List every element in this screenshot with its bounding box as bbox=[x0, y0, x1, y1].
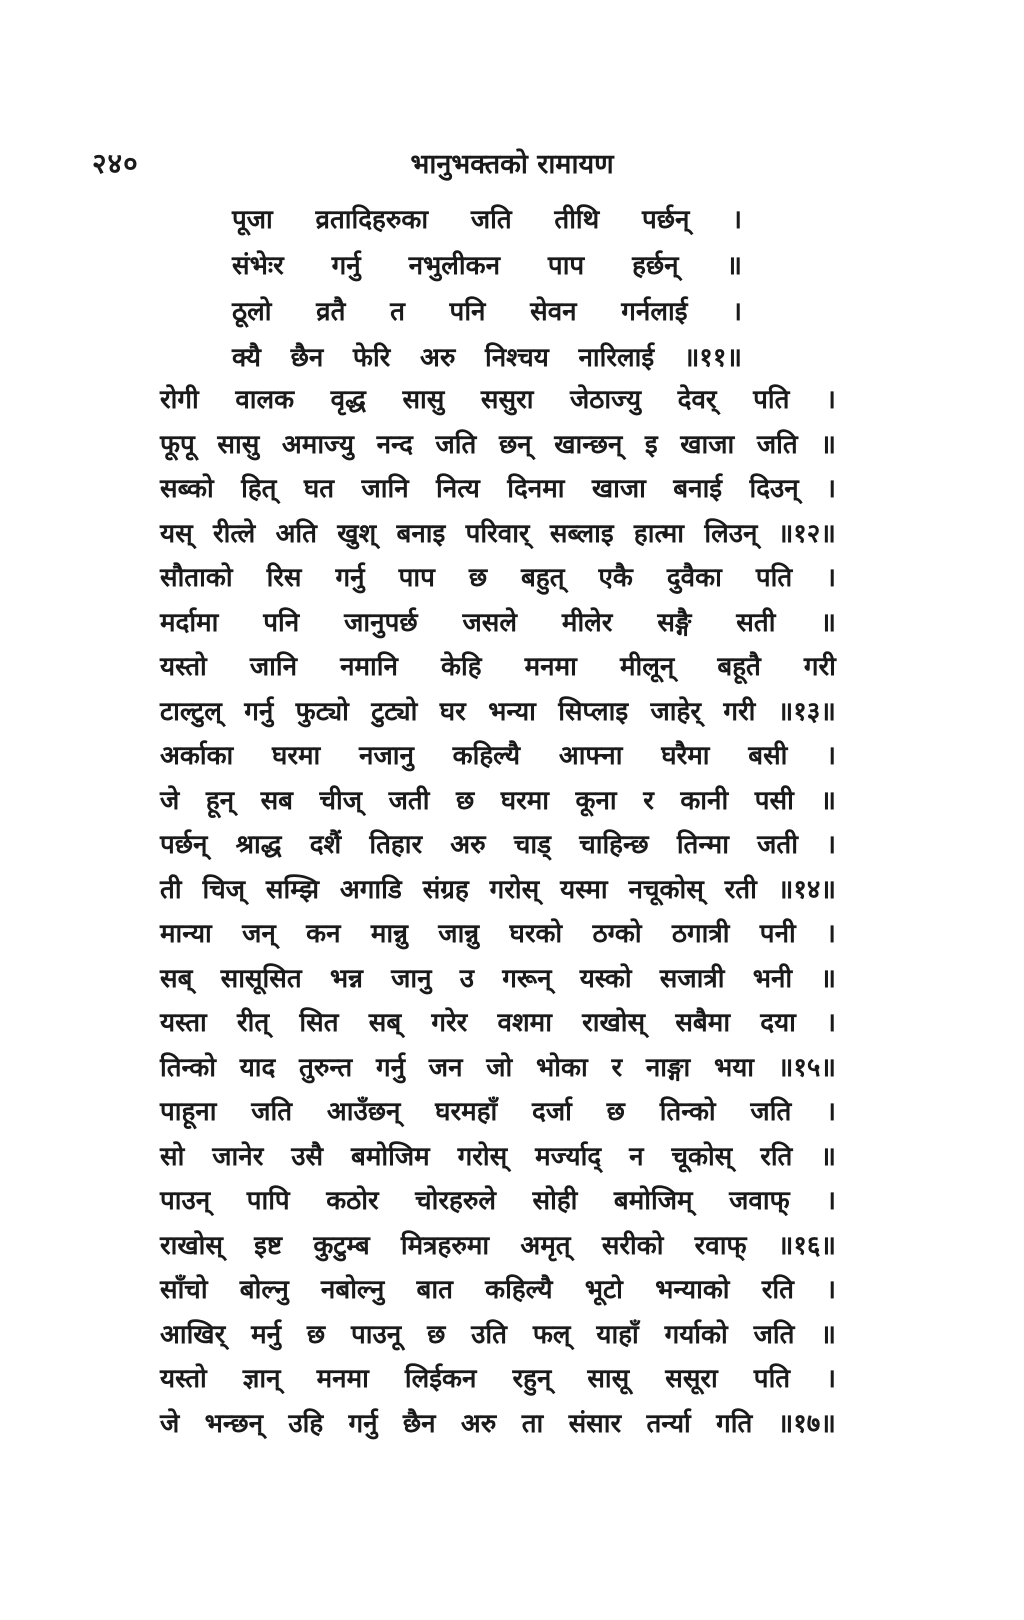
verse-word: याहाँ bbox=[596, 1319, 639, 1350]
verse-word: टाल्टुल् bbox=[160, 696, 222, 727]
verse-word: घरमा bbox=[272, 741, 321, 771]
verse-word: अगाडि bbox=[339, 874, 402, 905]
verse-word: दया bbox=[760, 1008, 796, 1038]
verse-word: राखोस् bbox=[160, 1230, 223, 1261]
verse-word: छ bbox=[468, 563, 488, 593]
verse-word: खाजा bbox=[591, 474, 646, 504]
verse-word: । bbox=[826, 474, 836, 504]
verse-word: पसी bbox=[754, 785, 794, 816]
verse-word: अरु bbox=[419, 343, 456, 373]
verse-word: अति bbox=[275, 518, 317, 549]
verse-word: रिस bbox=[266, 563, 302, 593]
running-title: भानुभक्तको रामायण bbox=[410, 149, 614, 180]
verse-line bbox=[160, 1137, 836, 1182]
verse-word: ॥१७॥ bbox=[777, 1408, 836, 1439]
verse-word: ती bbox=[160, 874, 182, 905]
verse-word: पनि bbox=[263, 607, 300, 638]
verse-word: क्यै bbox=[232, 343, 261, 373]
stanza-11 bbox=[232, 200, 742, 384]
verse-word: टुट्यो bbox=[371, 696, 418, 727]
verse-word: सजात्री bbox=[659, 963, 725, 994]
verse-line bbox=[160, 380, 836, 425]
verse-word: सौताको bbox=[160, 563, 233, 593]
verse-word: नारिलाई bbox=[578, 343, 655, 373]
verse-word: संग्रह bbox=[422, 874, 469, 905]
verse-word: नित्य bbox=[436, 474, 480, 504]
verse-word: चोरहरुले bbox=[415, 1186, 497, 1216]
verse-word: नमानि bbox=[340, 652, 398, 682]
verse-word: अमाज्यु bbox=[281, 429, 355, 460]
verse-word: पति bbox=[755, 563, 793, 593]
verse-word: जसले bbox=[462, 607, 517, 638]
verse-word: पर्छन् bbox=[641, 205, 690, 235]
verse-word: सासु bbox=[217, 429, 260, 460]
verse-word: । bbox=[826, 830, 836, 860]
verse-word: आखिर् bbox=[160, 1319, 226, 1350]
verse-word: वालक bbox=[235, 385, 295, 415]
verse-word: सब्को bbox=[160, 474, 214, 504]
verse-line bbox=[160, 1270, 836, 1315]
verse-word: गरून् bbox=[502, 963, 552, 994]
verse-word: मित्रहरुमा bbox=[400, 1230, 490, 1261]
verse-word: ज्ञान् bbox=[242, 1364, 281, 1394]
verse-word: गरी bbox=[723, 696, 756, 727]
verse-word: तिन्मा bbox=[676, 830, 729, 860]
verse-word: दिउन् bbox=[749, 474, 799, 504]
verse-word: जति bbox=[251, 1097, 293, 1127]
verse-word: पर्छन् bbox=[160, 830, 208, 860]
verse-word: खाजा bbox=[680, 429, 735, 460]
verse-word: जति bbox=[470, 205, 512, 235]
verse-word: ॥ bbox=[820, 785, 836, 816]
verse-word: दुवैका bbox=[666, 563, 722, 593]
verse-word: नभुलीकन bbox=[408, 251, 501, 281]
verse-word: । bbox=[732, 205, 742, 235]
verse-line bbox=[160, 914, 836, 959]
verse-word: भनी bbox=[752, 963, 793, 994]
verse-word: अर्काका bbox=[160, 741, 234, 771]
verse-word: बहूतै bbox=[717, 652, 761, 682]
verse-word: एकै bbox=[598, 563, 633, 593]
verse-word: साँचो bbox=[160, 1275, 208, 1305]
verse-word: । bbox=[732, 297, 742, 327]
verse-word: सब् bbox=[368, 1008, 402, 1038]
verse-word: दिनमा bbox=[507, 474, 565, 504]
verse-word: व्रतै bbox=[316, 297, 346, 327]
verse-word: मर्नु bbox=[251, 1319, 282, 1350]
verse-word: यस्तो bbox=[160, 1364, 207, 1394]
verse-word: र bbox=[611, 1052, 623, 1083]
verse-word: न bbox=[629, 1141, 644, 1172]
verse-word: घरको bbox=[509, 919, 563, 949]
verse-word: याद bbox=[239, 1052, 276, 1083]
verse-word: सासू bbox=[587, 1364, 630, 1394]
verse-word: भन्या bbox=[488, 696, 536, 727]
verse-line bbox=[160, 1092, 836, 1137]
verse-word: छ bbox=[306, 1319, 326, 1350]
verse-word: ठगात्री bbox=[671, 919, 730, 949]
verse-word: मान्या bbox=[160, 919, 212, 949]
verse-line bbox=[160, 425, 836, 470]
verse-word: चीज् bbox=[319, 785, 363, 816]
verse-line bbox=[160, 1315, 836, 1360]
page-number: २४० bbox=[92, 147, 139, 180]
verse-word: । bbox=[826, 1008, 836, 1038]
verse-word: गर्नलाई bbox=[621, 297, 688, 327]
stanza-11-line bbox=[232, 338, 742, 384]
verse-word: नजानु bbox=[359, 741, 414, 771]
verse-word: जानि bbox=[249, 652, 298, 682]
verse-word: रती bbox=[724, 874, 757, 905]
verse-line bbox=[160, 736, 836, 781]
verse-word: । bbox=[826, 1097, 836, 1127]
verse-word: बनाई bbox=[673, 474, 723, 504]
verse-word: । bbox=[826, 385, 836, 415]
verse-word: दर्जा bbox=[532, 1097, 572, 1127]
verse-word: सती bbox=[736, 607, 776, 638]
verse-word: जानुपर्छ bbox=[344, 607, 418, 638]
verse-word: हात्मा bbox=[633, 518, 685, 549]
verse-word: हर्छन् bbox=[632, 251, 679, 281]
verse-word: ॥ bbox=[820, 1141, 836, 1172]
verse-word: नाङ्गा bbox=[645, 1052, 691, 1083]
verse-word: सब bbox=[260, 785, 294, 816]
verse-word: मीलून् bbox=[619, 652, 675, 682]
verse-word: ॥११॥ bbox=[683, 343, 742, 373]
verse-word: गर्नु bbox=[348, 1408, 378, 1439]
verse-word: जती bbox=[757, 830, 798, 860]
verse-word: जति bbox=[435, 429, 477, 460]
verse-word: मीलेर bbox=[561, 607, 613, 638]
verse-word: । bbox=[826, 741, 836, 771]
verse-word: भूटो bbox=[584, 1275, 623, 1305]
verse-word: संसार bbox=[568, 1408, 622, 1439]
verse-word: गर्याको bbox=[664, 1319, 728, 1350]
verse-word: ॥ bbox=[820, 607, 836, 638]
verse-word: जेठाज्यु bbox=[570, 385, 642, 415]
verse-line bbox=[160, 558, 836, 603]
verse-word: भन्याको bbox=[655, 1275, 730, 1305]
verse-word: बहुत् bbox=[521, 563, 565, 593]
verse-word: तीथि bbox=[554, 205, 600, 235]
stanza-11-line bbox=[232, 292, 742, 338]
verse-word: हित् bbox=[241, 474, 277, 504]
verse-word: ता bbox=[521, 1408, 544, 1439]
verse-word: तिन्को bbox=[160, 1052, 216, 1083]
verse-word: गरोस् bbox=[489, 874, 540, 905]
verse-word: सम्झि bbox=[265, 874, 319, 905]
verse-word: सित bbox=[299, 1008, 339, 1038]
verse-word: कुटुम्ब bbox=[313, 1230, 370, 1261]
verse-word: जानि bbox=[361, 474, 409, 504]
verse-word: । bbox=[826, 1364, 836, 1394]
verse-line bbox=[160, 692, 836, 737]
verse-word: चिज् bbox=[202, 874, 246, 905]
verse-word: ॥ bbox=[820, 963, 836, 994]
verse-word: पति bbox=[753, 1364, 791, 1394]
verse-word: हून् bbox=[205, 785, 235, 816]
verse-block bbox=[160, 380, 836, 1448]
verse-word: यस्को bbox=[579, 963, 632, 994]
verse-word: रीत् bbox=[236, 1008, 270, 1038]
verse-word: संभेःर bbox=[232, 251, 284, 281]
verse-line bbox=[160, 825, 836, 870]
verse-word: लिउन् bbox=[704, 518, 758, 549]
verse-word: यस् bbox=[160, 518, 193, 549]
verse-word: रहुन् bbox=[512, 1364, 552, 1394]
verse-word: खान्छन् bbox=[554, 429, 623, 460]
verse-word: जति bbox=[756, 429, 798, 460]
verse-word: पति bbox=[753, 385, 790, 415]
verse-word: गर्नु bbox=[244, 696, 274, 727]
verse-word: अरु bbox=[460, 1408, 497, 1439]
verse-word: छ bbox=[427, 1319, 446, 1350]
verse-word: भन्न bbox=[329, 963, 363, 994]
verse-word: खुश् bbox=[337, 518, 377, 549]
verse-word: राखोस् bbox=[582, 1008, 646, 1038]
verse-word: जवाफ् bbox=[729, 1186, 790, 1216]
verse-word: इष्ट bbox=[254, 1230, 283, 1261]
verse-word: बमोजिम् bbox=[613, 1186, 693, 1216]
verse-word: । bbox=[826, 563, 836, 593]
verse-word: फेरि bbox=[352, 343, 391, 373]
verse-word: फल् bbox=[532, 1319, 571, 1350]
verse-line bbox=[160, 1003, 836, 1048]
verse-word: चाड् bbox=[513, 830, 552, 860]
verse-word: सो bbox=[160, 1141, 185, 1172]
verse-word: रवाफ् bbox=[694, 1230, 747, 1261]
verse-word: भन्छन् bbox=[204, 1408, 264, 1439]
verse-word: गरी bbox=[803, 652, 836, 682]
verse-word: । bbox=[826, 919, 836, 949]
verse-word: यस्ता bbox=[160, 1008, 207, 1038]
verse-word: घरमहाँ bbox=[435, 1097, 498, 1127]
verse-word: बोल्नु bbox=[239, 1275, 289, 1305]
verse-word: ॥१४॥ bbox=[777, 874, 836, 905]
verse-word: फूपू bbox=[160, 429, 195, 460]
verse-word: मनमा bbox=[316, 1364, 369, 1394]
verse-word: ससूरा bbox=[665, 1364, 718, 1394]
verse-word: सबैमा bbox=[675, 1008, 731, 1038]
verse-word: दशैं bbox=[309, 830, 342, 860]
verse-word: जान्नु bbox=[438, 919, 480, 949]
verse-word: कहिल्यै bbox=[452, 741, 521, 771]
verse-word: पनि bbox=[449, 297, 486, 327]
verse-word: जति bbox=[753, 1319, 795, 1350]
verse-word: वृद्ध bbox=[330, 385, 366, 415]
verse-line bbox=[160, 603, 836, 648]
verse-word: सिप्लाइ bbox=[558, 696, 629, 727]
verse-word: तिन्को bbox=[659, 1097, 716, 1127]
verse-word: आउँछन् bbox=[326, 1097, 401, 1127]
verse-word: भया bbox=[713, 1052, 755, 1083]
verse-word: । bbox=[826, 1275, 836, 1305]
verse-word: भोका bbox=[536, 1052, 588, 1083]
verse-word: वशमा bbox=[497, 1008, 552, 1038]
verse-word: निश्चय bbox=[485, 343, 549, 373]
verse-word: फुट्यो bbox=[295, 696, 349, 727]
verse-word: व्रतादिहरुका bbox=[315, 205, 429, 235]
verse-word: देवर् bbox=[677, 385, 717, 415]
verse-word: उहि bbox=[288, 1408, 324, 1439]
verse-line bbox=[160, 514, 836, 559]
verse-word: तिहार bbox=[369, 830, 423, 860]
verse-word: जानेर bbox=[212, 1141, 264, 1172]
verse-line bbox=[160, 1181, 836, 1226]
verse-word: ॥ bbox=[820, 429, 836, 460]
verse-word: कन bbox=[306, 919, 341, 949]
verse-line bbox=[160, 469, 836, 514]
verse-word: पापि bbox=[246, 1186, 290, 1216]
verse-word: घत bbox=[303, 474, 335, 504]
verse-word: पाउन् bbox=[160, 1186, 211, 1216]
verse-word: ॥१६॥ bbox=[777, 1230, 836, 1261]
verse-word: जो bbox=[486, 1052, 513, 1083]
verse-word: उ bbox=[459, 963, 475, 994]
verse-word: चाहिन्छ bbox=[579, 830, 649, 860]
verse-word: तुरुन्त bbox=[299, 1052, 353, 1083]
verse-word: पाहूना bbox=[160, 1097, 217, 1127]
verse-word: कानी bbox=[680, 785, 729, 816]
verse-word: पाप bbox=[398, 563, 435, 593]
verse-word: ठूलो bbox=[232, 297, 272, 327]
verse-word: ॥ bbox=[726, 251, 742, 281]
verse-line bbox=[160, 1048, 836, 1093]
verse-word: ॥१२॥ bbox=[777, 518, 836, 549]
verse-word: इ bbox=[644, 429, 658, 460]
verse-word: नन्द bbox=[376, 429, 413, 460]
verse-word: जन bbox=[428, 1052, 463, 1083]
verse-word: रोगी bbox=[160, 385, 199, 415]
verse-word: मनमा bbox=[524, 652, 577, 682]
verse-word: गरोस् bbox=[457, 1141, 508, 1172]
verse-word: सासु bbox=[402, 385, 445, 415]
verse-word: जाहेर् bbox=[650, 696, 701, 727]
verse-word: अमृत् bbox=[520, 1230, 571, 1261]
verse-word: रति bbox=[760, 1141, 793, 1172]
verse-word: सब्लाइ bbox=[549, 518, 614, 549]
verse-word: घरैमा bbox=[661, 741, 710, 771]
verse-line bbox=[160, 1226, 836, 1271]
verse-word: उसै bbox=[291, 1141, 324, 1172]
verse-line bbox=[160, 1359, 836, 1404]
verse-word: गर्नु bbox=[375, 1052, 406, 1083]
verse-word: पूजा bbox=[232, 205, 273, 235]
verse-word: पनी bbox=[759, 919, 796, 949]
verse-word: सब् bbox=[160, 963, 193, 994]
verse-word: र bbox=[643, 785, 654, 816]
verse-word: मान्नु bbox=[370, 919, 408, 949]
verse-word: बसी bbox=[748, 741, 788, 771]
verse-line bbox=[160, 647, 836, 692]
verse-word: उति bbox=[471, 1319, 507, 1350]
stanza-11-line bbox=[232, 246, 742, 292]
verse-word: लिईकन bbox=[404, 1364, 477, 1394]
verse-line bbox=[160, 870, 836, 915]
verse-word: यस्मा bbox=[560, 874, 608, 905]
verse-word: यस्तो bbox=[160, 652, 207, 682]
verse-word: गर्नु bbox=[335, 563, 365, 593]
verse-word: सेवन bbox=[530, 297, 577, 327]
verse-word: सोही bbox=[532, 1186, 578, 1216]
verse-word: कठोर bbox=[326, 1186, 379, 1216]
verse-word: बनाइ bbox=[396, 518, 446, 549]
verse-word: जन् bbox=[242, 919, 276, 949]
verse-word: ॥ bbox=[820, 1319, 836, 1350]
verse-word: ॥१५॥ bbox=[777, 1052, 836, 1083]
verse-word: पाउनू bbox=[351, 1319, 402, 1350]
verse-word: सरीको bbox=[601, 1230, 664, 1261]
verse-word: बात bbox=[416, 1275, 453, 1305]
verse-line bbox=[160, 959, 836, 1004]
verse-word: ससुरा bbox=[480, 385, 534, 415]
verse-word: जती bbox=[388, 785, 430, 816]
verse-word: आफ्ना bbox=[558, 741, 623, 771]
verse-word: जानु bbox=[391, 963, 432, 994]
verse-word: नचूकोस् bbox=[628, 874, 704, 905]
verse-word: चूकोस् bbox=[671, 1141, 733, 1172]
verse-word: । bbox=[826, 1186, 836, 1216]
verse-word: सासूसित bbox=[220, 963, 302, 994]
verse-word: गरेर bbox=[431, 1008, 468, 1038]
verse-line bbox=[160, 781, 836, 826]
verse-word: जे bbox=[160, 1408, 180, 1439]
verse-word: ठग्को bbox=[592, 919, 642, 949]
verse-word: ॥१३॥ bbox=[777, 696, 836, 727]
verse-word: नबोल्नु bbox=[320, 1275, 385, 1305]
verse-word: रीत्ले bbox=[212, 518, 256, 549]
verse-word: पाप bbox=[547, 251, 585, 281]
verse-word: कूना bbox=[575, 785, 617, 816]
verse-word: सङ्गै bbox=[657, 607, 692, 638]
verse-word: गर्नु bbox=[331, 251, 361, 281]
verse-word: कहिल्यै bbox=[485, 1275, 553, 1305]
verse-word: मर्दामा bbox=[160, 607, 219, 638]
verse-word: छन् bbox=[498, 429, 532, 460]
verse-word: अरु bbox=[450, 830, 486, 860]
verse-word: श्राद्ध bbox=[235, 830, 282, 860]
verse-word: घरमा bbox=[500, 785, 550, 816]
verse-line bbox=[160, 1404, 836, 1449]
verse-word: गति bbox=[716, 1408, 753, 1439]
verse-word: बमोजिम bbox=[351, 1141, 430, 1172]
verse-word: छैन bbox=[290, 343, 324, 373]
stanza-11-line bbox=[232, 200, 742, 246]
verse-word: घर bbox=[439, 696, 466, 727]
verse-word: जति bbox=[750, 1097, 792, 1127]
verse-word: केहि bbox=[441, 652, 482, 682]
verse-word: मर्ज्याद् bbox=[535, 1141, 602, 1172]
verse-word: त bbox=[390, 297, 405, 327]
verse-word: तर्न्या bbox=[646, 1408, 691, 1439]
verse-word: जे bbox=[160, 785, 180, 816]
verse-word: परिवार् bbox=[465, 518, 530, 549]
verse-word: छैन bbox=[402, 1408, 436, 1439]
verse-word: रति bbox=[761, 1275, 794, 1305]
verse-word: छ bbox=[455, 785, 475, 816]
verse-word: छ bbox=[606, 1097, 625, 1127]
